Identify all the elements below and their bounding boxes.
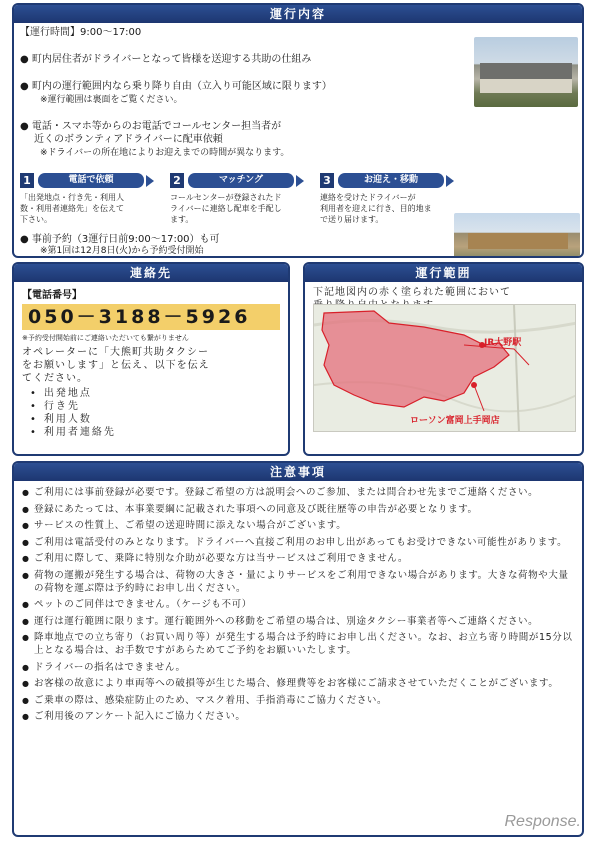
step-number: 3 <box>320 173 334 188</box>
step-title: お迎え・移動 <box>338 173 444 188</box>
note-item: ● ペットのご同伴はできません。（ケージも不可） <box>22 598 574 611</box>
notes-header: 注意事項 <box>14 463 582 481</box>
arrow-right-icon <box>446 175 454 187</box>
arrow-right-icon <box>146 175 154 187</box>
note-item: ● ご乗車の際は、感染症防止のため、マスク着用、手指消毒にご協力ください。 <box>22 694 574 707</box>
notes-panel <box>12 461 584 837</box>
station-label: JR大野駅 <box>484 338 522 348</box>
phone-label: 【電話番号】 <box>22 290 82 301</box>
step-number: 1 <box>20 173 34 188</box>
operation-desc-3: ● 電話・スマホ等からのお電話でコールセンター担当者が <box>20 121 282 132</box>
note-item: ● サービスの性質上、ご希望の送迎時間に添えない場合がございます。 <box>22 519 574 532</box>
phone-note: ※予約受付開始前にご連絡いただいても繋がりません <box>22 334 189 342</box>
note-item: ● ご利用に際して、乗降に特別な介助が必要な方は当サービスはご利用できません。 <box>22 552 574 565</box>
note-item: ● ドライバーの指名はできません。 <box>22 661 574 674</box>
step-desc: 連絡を受けたドライバーが 利用者を迎えに行き、目的地ま で送り届けます。 <box>320 193 432 224</box>
arrow-right-icon <box>296 175 304 187</box>
step-title: 電話で依頼 <box>38 173 144 188</box>
operation-desc-2-note: ※運行範囲は裏面をご覧ください。 <box>40 95 183 105</box>
note-item: ● お客様の故意により車両等への破損等が生じた場合、修理費等をお客様にご請求させていただくことがございます。 <box>22 677 574 690</box>
operation-desc-2: ● 町内の運行範囲内なら乗り降り自由（立入り可能区域に限ります） <box>20 81 332 92</box>
phone-number[interactable]: 050－3188－5926 <box>22 304 280 330</box>
step-desc: 「出発地点・行き先・利用人 数・利用者連絡先」を伝えて 下さい。 <box>20 193 124 224</box>
operation-desc-3-note: ※ドライバーの所在地によりお迎えまでの時間が異なります。 <box>40 148 290 158</box>
range-header: 運行範囲 <box>305 264 582 282</box>
contact-header: 連絡先 <box>14 264 288 282</box>
note-item: ● ご利用後のアンケート記入にご協力ください。 <box>22 710 574 723</box>
range-panel <box>303 262 584 456</box>
store-label: ローソン富岡上手岡店 <box>410 416 500 426</box>
station-photo <box>454 213 580 258</box>
note-item: ● 登録にあたっては、本事業要綱に記載された事項への同意及び既往歴等の申告が必要となります。 <box>22 503 574 516</box>
contact-panel <box>12 262 290 456</box>
operation-desc-1: ● 町内居住者がドライバーとなって皆様を送迎する共助の仕組み <box>20 54 312 65</box>
reservation-note: ※第1回は12月8日(火)から予約受付開始 <box>40 246 204 256</box>
note-item: ● ご利用には事前登録が必要です。登録ご希望の方は説明会へのご参加、または問合わせ先までご連絡ください。 <box>22 486 574 499</box>
operation-desc-3b: 近くのボランティアドライバーに配車依頼 <box>34 134 223 145</box>
note-item: ● 荷物の運搬が発生する場合は、荷物の大きさ・量によりサービスをご利用できない場合があります。大きな荷物や大量の荷物を運ぶ際は予約時にお申し出ください。 <box>22 569 574 595</box>
step-title: マッチング <box>188 173 294 188</box>
service-area-map <box>313 304 576 432</box>
operation-hours: 【運行時間】9:00～17:00 <box>20 27 142 38</box>
list-item: • 出発地点 <box>30 387 280 400</box>
reservation-info: ● 事前予約（3運行日前9:00～17:00）も可 <box>20 234 220 245</box>
residence-photo <box>474 37 578 107</box>
operation-header: 運行内容 <box>14 5 582 23</box>
list-item: • 利用者連絡先 <box>30 426 280 439</box>
note-item: ● 運行は運行範囲に限ります。運行範囲外への移動をご希望の場合は、別途タクシー事業者等へご連絡ください。 <box>22 615 574 628</box>
note-item: ● 降車地点での立ち寄り（お買い周り等）が発生する場合は予約時にお申し出ください。なお、お立ち寄り時間が15分以上となる場合は、お手数ですがあらためてご予約をお願いいたします。 <box>22 631 574 657</box>
service-area-region <box>322 311 509 407</box>
watermark-logo: Response. <box>504 813 581 830</box>
note-item: ● ご利用は電話受付のみとなります。ドライバーへ直接ご利用のお申し出があってもお受けできない可能性があります。 <box>22 536 574 549</box>
step-desc: コールセンターが登録されたド ライバーに連絡し配車を手配し ます。 <box>170 193 282 224</box>
step-number: 2 <box>170 173 184 188</box>
list-item: • 利用人数 <box>30 413 280 426</box>
contact-instructions: オペレーターに「大熊町共助タクシー をお願いします」と伝え、以下を伝え てください。 <box>22 347 210 384</box>
list-item: • 行き先 <box>30 400 280 413</box>
contact-items <box>22 387 280 439</box>
range-desc: 下記地図内の赤く塗られた範囲において <box>313 287 511 298</box>
operation-panel <box>12 3 584 258</box>
